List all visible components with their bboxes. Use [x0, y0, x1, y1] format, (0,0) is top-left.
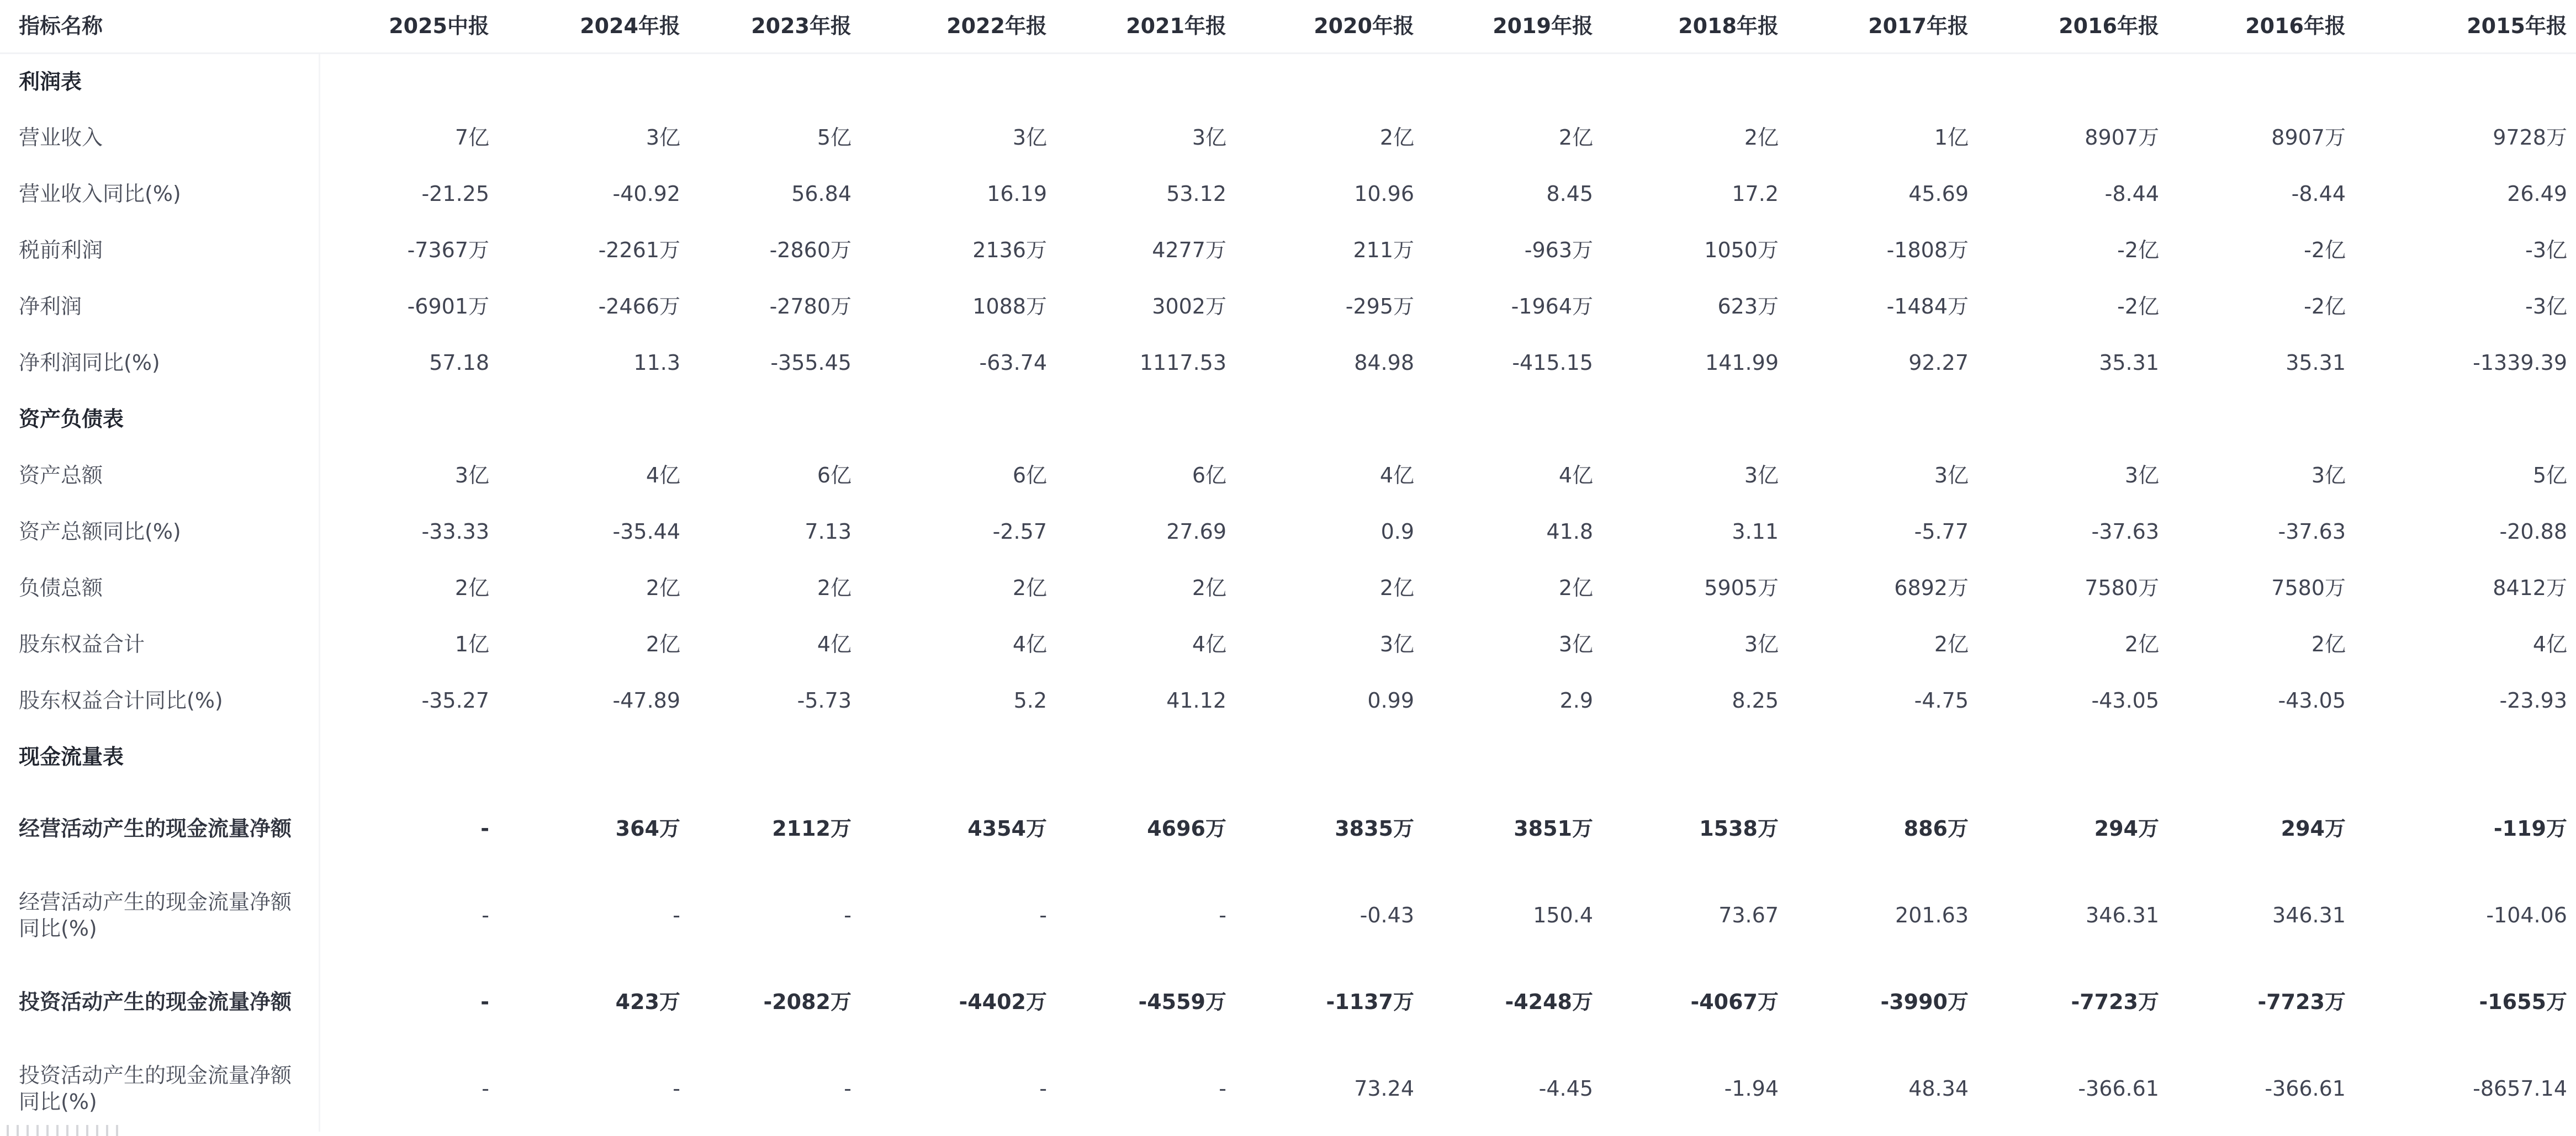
- table-cell: 3亿: [454, 463, 489, 487]
- table-cell: 2亿: [454, 576, 489, 600]
- table-row: [0, 166, 2576, 222]
- row-label: 营业收入: [0, 109, 319, 166]
- table-cell: -63.74: [979, 351, 1047, 375]
- table-cell: 3835万: [1335, 816, 1414, 841]
- table-cell: 2亿: [1744, 125, 1779, 150]
- table-cell: 2亿: [1934, 632, 1969, 656]
- table-cell: 8.45: [1546, 182, 1593, 206]
- table-cell: 35.31: [2099, 351, 2159, 375]
- table-cell: -: [1039, 1076, 1047, 1101]
- table-cell: 623万: [1717, 294, 1779, 318]
- table-row: [0, 872, 2576, 958]
- table-cell: 10.96: [1354, 182, 1414, 206]
- table-cell: -2亿: [2117, 294, 2159, 318]
- row-label: 股东权益合计同比(%): [0, 672, 319, 729]
- table-cell: 17.2: [1732, 182, 1779, 206]
- table-cell: 2亿: [1558, 576, 1593, 600]
- table-cell: -35.44: [612, 519, 680, 544]
- table-cell: -104.06: [2486, 903, 2567, 927]
- table-cell: [1236, 729, 1432, 785]
- section-header-row: [0, 53, 2576, 109]
- table-cell: 8.25: [1732, 688, 1779, 713]
- table-cell: 5亿: [2532, 463, 2567, 487]
- table-cell: 3亿: [2311, 463, 2346, 487]
- section-title: 利润表: [0, 53, 319, 109]
- row-label: 净利润: [0, 278, 319, 335]
- section-title: 现金流量表: [0, 729, 319, 785]
- table-cell: -4559万: [1138, 989, 1226, 1014]
- column-header[interactable]: 2024年报: [501, 0, 698, 53]
- table-cell: -2.57: [992, 519, 1047, 544]
- column-header[interactable]: 2021年报: [1066, 0, 1236, 53]
- table-row: [0, 785, 2576, 872]
- table-cell: -1137万: [1326, 989, 1414, 1014]
- table-cell: [1982, 729, 2178, 785]
- column-header[interactable]: 2025中报: [319, 0, 501, 53]
- table-cell: -: [844, 1076, 851, 1101]
- table-cell: [1607, 53, 1795, 109]
- row-label: 经营活动产生的现金流量净额: [0, 785, 319, 872]
- table-cell: -37.63: [2091, 519, 2159, 544]
- table-cell: -: [482, 1076, 489, 1101]
- table-cell: [319, 729, 501, 785]
- column-header[interactable]: 2023年报: [698, 0, 870, 53]
- table-cell: 3亿: [1934, 463, 1969, 487]
- table-cell: -3亿: [2525, 238, 2567, 262]
- table-cell: -: [480, 816, 489, 841]
- table-cell: 4696万: [1147, 816, 1226, 841]
- column-header[interactable]: 2016年报: [1982, 0, 2178, 53]
- table-cell: [1066, 53, 1236, 109]
- table-cell: -119万: [2493, 816, 2567, 841]
- table-cell: [1432, 53, 1607, 109]
- table-cell: 3亿: [1192, 125, 1226, 150]
- table-cell: 4354万: [967, 816, 1047, 841]
- table-cell: -1655万: [2479, 989, 2567, 1014]
- table-row: [0, 672, 2576, 729]
- table-cell: 364万: [615, 816, 680, 841]
- table-cell: 2.9: [1559, 688, 1593, 713]
- table-cell: [698, 53, 870, 109]
- table-cell: 2亿: [2311, 632, 2346, 656]
- table-cell: -40.92: [612, 182, 680, 206]
- table-cell: 886万: [1903, 816, 1969, 841]
- table-cell: -8.44: [2104, 182, 2159, 206]
- table-cell: 4亿: [646, 463, 680, 487]
- table-cell: -21.25: [421, 182, 489, 206]
- table-cell: 4亿: [1192, 632, 1226, 656]
- table-cell: -: [673, 1076, 680, 1101]
- table-cell: 4亿: [1012, 632, 1047, 656]
- table-cell: 2亿: [2124, 632, 2159, 656]
- table-cell: 3亿: [646, 125, 680, 150]
- column-header[interactable]: 2018年报: [1607, 0, 1795, 53]
- section-header-row: [0, 729, 2576, 785]
- table-cell: [501, 53, 698, 109]
- table-cell: 6892万: [1894, 576, 1969, 600]
- row-label: 营业收入同比(%): [0, 166, 319, 222]
- column-header[interactable]: 2019年报: [1432, 0, 1607, 53]
- table-cell: 53.12: [1166, 182, 1226, 206]
- table-cell: -355.45: [770, 351, 851, 375]
- table-cell: -1.94: [1724, 1076, 1779, 1101]
- row-label: 股东权益合计: [0, 616, 319, 672]
- table-cell: 7.13: [805, 519, 851, 544]
- table-cell: [2178, 391, 2358, 447]
- table-cell: 1117.53: [1139, 351, 1226, 375]
- table-cell: 150.4: [1533, 903, 1593, 927]
- table-cell: [1432, 391, 1607, 447]
- table-cell: 1亿: [1934, 125, 1969, 150]
- table-cell: -35.27: [421, 688, 489, 713]
- table-cell: [1066, 729, 1236, 785]
- row-label: 净利润同比(%): [0, 335, 319, 391]
- table-cell: [2178, 729, 2358, 785]
- row-label: 资产总额: [0, 447, 319, 503]
- row-label: 税前利润: [0, 222, 319, 278]
- table-cell: -2亿: [2117, 238, 2159, 262]
- table-cell: -2860万: [769, 238, 851, 262]
- table-cell: 3851万: [1514, 816, 1593, 841]
- table-cell: 16.19: [987, 182, 1047, 206]
- table-cell: -: [844, 903, 851, 927]
- table-cell: -20.88: [2499, 519, 2567, 544]
- table-cell: 5亿: [817, 125, 851, 150]
- table-cell: -963万: [1524, 238, 1593, 262]
- table-cell: [1795, 729, 1982, 785]
- table-header: [0, 0, 2576, 53]
- table-cell: 2136万: [972, 238, 1047, 262]
- table-cell: -415.15: [1512, 351, 1593, 375]
- row-label: 投资活动产生的现金流量净额同比(%): [0, 1045, 319, 1132]
- table-cell: 3亿: [1012, 125, 1047, 150]
- table-cell: 2亿: [817, 576, 851, 600]
- table-cell: -7723万: [2257, 989, 2346, 1014]
- table-cell: -: [480, 989, 489, 1014]
- table-cell: [1795, 391, 1982, 447]
- table-cell: 73.24: [1354, 1076, 1414, 1101]
- row-label: 负债总额: [0, 560, 319, 616]
- table-cell: 4277万: [1152, 238, 1226, 262]
- table-row: [0, 560, 2576, 616]
- section-header-row: [0, 391, 2576, 447]
- table-cell: 141.99: [1705, 351, 1779, 375]
- table-cell: -0.43: [1360, 903, 1414, 927]
- column-header[interactable]: 2016年报: [2178, 0, 2358, 53]
- table-cell: -4402万: [959, 989, 1047, 1014]
- table-cell: -1808万: [1886, 238, 1969, 262]
- table-row: [0, 222, 2576, 278]
- table-cell: 27.69: [1166, 519, 1226, 544]
- table-cell: 0.9: [1380, 519, 1414, 544]
- table-cell: 7580万: [2085, 576, 2159, 600]
- table-cell: -7723万: [2071, 989, 2159, 1014]
- table-cell: 9728万: [2493, 125, 2567, 150]
- table-cell: -5.73: [797, 688, 851, 713]
- table-cell: 3亿: [1558, 632, 1593, 656]
- table-cell: -4.75: [1914, 688, 1969, 713]
- table-cell: [501, 391, 698, 447]
- table-cell: -4248万: [1505, 989, 1593, 1014]
- table-cell: -47.89: [612, 688, 680, 713]
- table-cell: 11.3: [633, 351, 680, 375]
- table-cell: [319, 53, 501, 109]
- table-cell: 8412万: [2493, 576, 2567, 600]
- column-header[interactable]: 2020年报: [1236, 0, 1432, 53]
- indicator-name-header[interactable]: 指标名称: [0, 0, 319, 53]
- table-cell: [1982, 391, 2178, 447]
- table-cell: [2178, 53, 2358, 109]
- table-cell: 3亿: [1379, 632, 1414, 656]
- table-cell: -6901万: [407, 294, 489, 318]
- table-cell: -3990万: [1880, 989, 1969, 1014]
- table-cell: 92.27: [1908, 351, 1969, 375]
- table-cell: 211万: [1353, 238, 1414, 262]
- table-cell: -: [482, 903, 489, 927]
- table-cell: 346.31: [2272, 903, 2346, 927]
- table-cell: -: [673, 903, 680, 927]
- table-cell: 2亿: [1012, 576, 1047, 600]
- table-cell: [319, 391, 501, 447]
- table-cell: -366.61: [2078, 1076, 2159, 1101]
- table-cell: -295万: [1345, 294, 1414, 318]
- column-header[interactable]: 2017年报: [1795, 0, 1982, 53]
- table-cell: 201.63: [1895, 903, 1969, 927]
- table-cell: -5.77: [1914, 519, 1969, 544]
- table-cell: -: [1219, 903, 1226, 927]
- table-cell: 4亿: [817, 632, 851, 656]
- table-cell: 0.99: [1367, 688, 1414, 713]
- column-header[interactable]: 2015年报: [2358, 0, 2576, 53]
- table-cell: -1339.39: [2473, 351, 2567, 375]
- table-cell: [870, 729, 1066, 785]
- row-label: 资产总额同比(%): [0, 503, 319, 560]
- table-cell: -33.33: [421, 519, 489, 544]
- table-cell: -4.45: [1538, 1076, 1593, 1101]
- table-cell: 84.98: [1354, 351, 1414, 375]
- table-cell: [1982, 53, 2178, 109]
- table-cell: -1484万: [1886, 294, 1969, 318]
- table-cell: 48.34: [1908, 1076, 1969, 1101]
- row-label: 经营活动产生的现金流量净额同比(%): [0, 872, 319, 958]
- table-row: [0, 109, 2576, 166]
- table-cell: 2亿: [1379, 125, 1414, 150]
- table-cell: 41.12: [1166, 688, 1226, 713]
- table-cell: 5.2: [1013, 688, 1047, 713]
- table-cell: [870, 53, 1066, 109]
- table-cell: 2亿: [1558, 125, 1593, 150]
- table-cell: 7580万: [2271, 576, 2346, 600]
- table-cell: [1236, 391, 1432, 447]
- table-cell: 3亿: [2124, 463, 2159, 487]
- table-cell: 26.49: [2507, 182, 2567, 206]
- table-cell: -2亿: [2304, 238, 2346, 262]
- table-cell: -37.63: [2278, 519, 2346, 544]
- table-cell: 41.8: [1546, 519, 1593, 544]
- table-cell: -43.05: [2091, 688, 2159, 713]
- table-cell: [1432, 729, 1607, 785]
- table-cell: -1964万: [1511, 294, 1593, 318]
- table-cell: -8.44: [2291, 182, 2346, 206]
- table-cell: 8907万: [2085, 125, 2159, 150]
- table-cell: 6亿: [1012, 463, 1047, 487]
- table-cell: -8657.14: [2473, 1076, 2567, 1101]
- table-cell: 57.18: [429, 351, 489, 375]
- table-cell: -2466万: [598, 294, 680, 318]
- table-cell: -366.61: [2265, 1076, 2346, 1101]
- table-cell: 4亿: [1558, 463, 1593, 487]
- table-cell: [2358, 53, 2576, 109]
- table-row: [0, 278, 2576, 335]
- table-cell: 3.11: [1732, 519, 1779, 544]
- row-label: 投资活动产生的现金流量净额: [0, 958, 319, 1045]
- table-cell: 7亿: [454, 125, 489, 150]
- table-cell: [501, 729, 698, 785]
- table-cell: -43.05: [2278, 688, 2346, 713]
- section-title: 资产负债表: [0, 391, 319, 447]
- table-cell: 45.69: [1908, 182, 1969, 206]
- table-cell: 6亿: [1192, 463, 1226, 487]
- table-row: [0, 447, 2576, 503]
- table-cell: 3亿: [1744, 632, 1779, 656]
- table-cell: [870, 391, 1066, 447]
- table-body: [0, 53, 2576, 1132]
- table-cell: 1050万: [1704, 238, 1779, 262]
- table-cell: -: [1219, 1076, 1226, 1101]
- table-cell: 2亿: [646, 632, 680, 656]
- table-cell: -2082万: [763, 989, 851, 1014]
- table-cell: 2112万: [772, 816, 851, 841]
- table-cell: [1236, 53, 1432, 109]
- table-cell: [698, 729, 870, 785]
- table-cell: 1538万: [1699, 816, 1779, 841]
- table-cell: 2亿: [1379, 576, 1414, 600]
- table-cell: 4亿: [2532, 632, 2567, 656]
- table-row: [0, 335, 2576, 391]
- table-cell: 423万: [615, 989, 680, 1014]
- table-cell: [698, 391, 870, 447]
- table-row: [0, 1045, 2576, 1132]
- table-cell: 1亿: [454, 632, 489, 656]
- table-cell: 4亿: [1379, 463, 1414, 487]
- table-cell: 294万: [2094, 816, 2159, 841]
- table-cell: [1607, 729, 1795, 785]
- table-cell: -4067万: [1690, 989, 1779, 1014]
- column-header[interactable]: 2022年报: [870, 0, 1066, 53]
- table-cell: [2358, 391, 2576, 447]
- table-cell: -2亿: [2304, 294, 2346, 318]
- table-row: [0, 958, 2576, 1045]
- table-cell: [2358, 729, 2576, 785]
- table-cell: -23.93: [2499, 688, 2567, 713]
- table-cell: -2261万: [598, 238, 680, 262]
- table-cell: 3002万: [1152, 294, 1226, 318]
- table-cell: -7367万: [407, 238, 489, 262]
- table-cell: [1066, 391, 1236, 447]
- table-cell: -2780万: [769, 294, 851, 318]
- scroll-indicator-fragment: [7, 1125, 128, 1136]
- table-row: [0, 616, 2576, 672]
- header-row: [0, 0, 2576, 53]
- table-row: [0, 503, 2576, 560]
- table-cell: -: [1039, 903, 1047, 927]
- table-cell: 35.31: [2286, 351, 2346, 375]
- table-cell: [1607, 391, 1795, 447]
- table-cell: 3亿: [1744, 463, 1779, 487]
- table-cell: 56.84: [791, 182, 851, 206]
- table-cell: 5905万: [1704, 576, 1779, 600]
- table-cell: 346.31: [2086, 903, 2159, 927]
- table-cell: 2亿: [1192, 576, 1226, 600]
- table-cell: 6亿: [817, 463, 851, 487]
- table-cell: 294万: [2281, 816, 2346, 841]
- table-cell: 2亿: [646, 576, 680, 600]
- table-cell: 73.67: [1718, 903, 1779, 927]
- table-cell: 8907万: [2271, 125, 2346, 150]
- table-cell: [1795, 53, 1982, 109]
- table-cell: -3亿: [2525, 294, 2567, 318]
- table-cell: 1088万: [972, 294, 1047, 318]
